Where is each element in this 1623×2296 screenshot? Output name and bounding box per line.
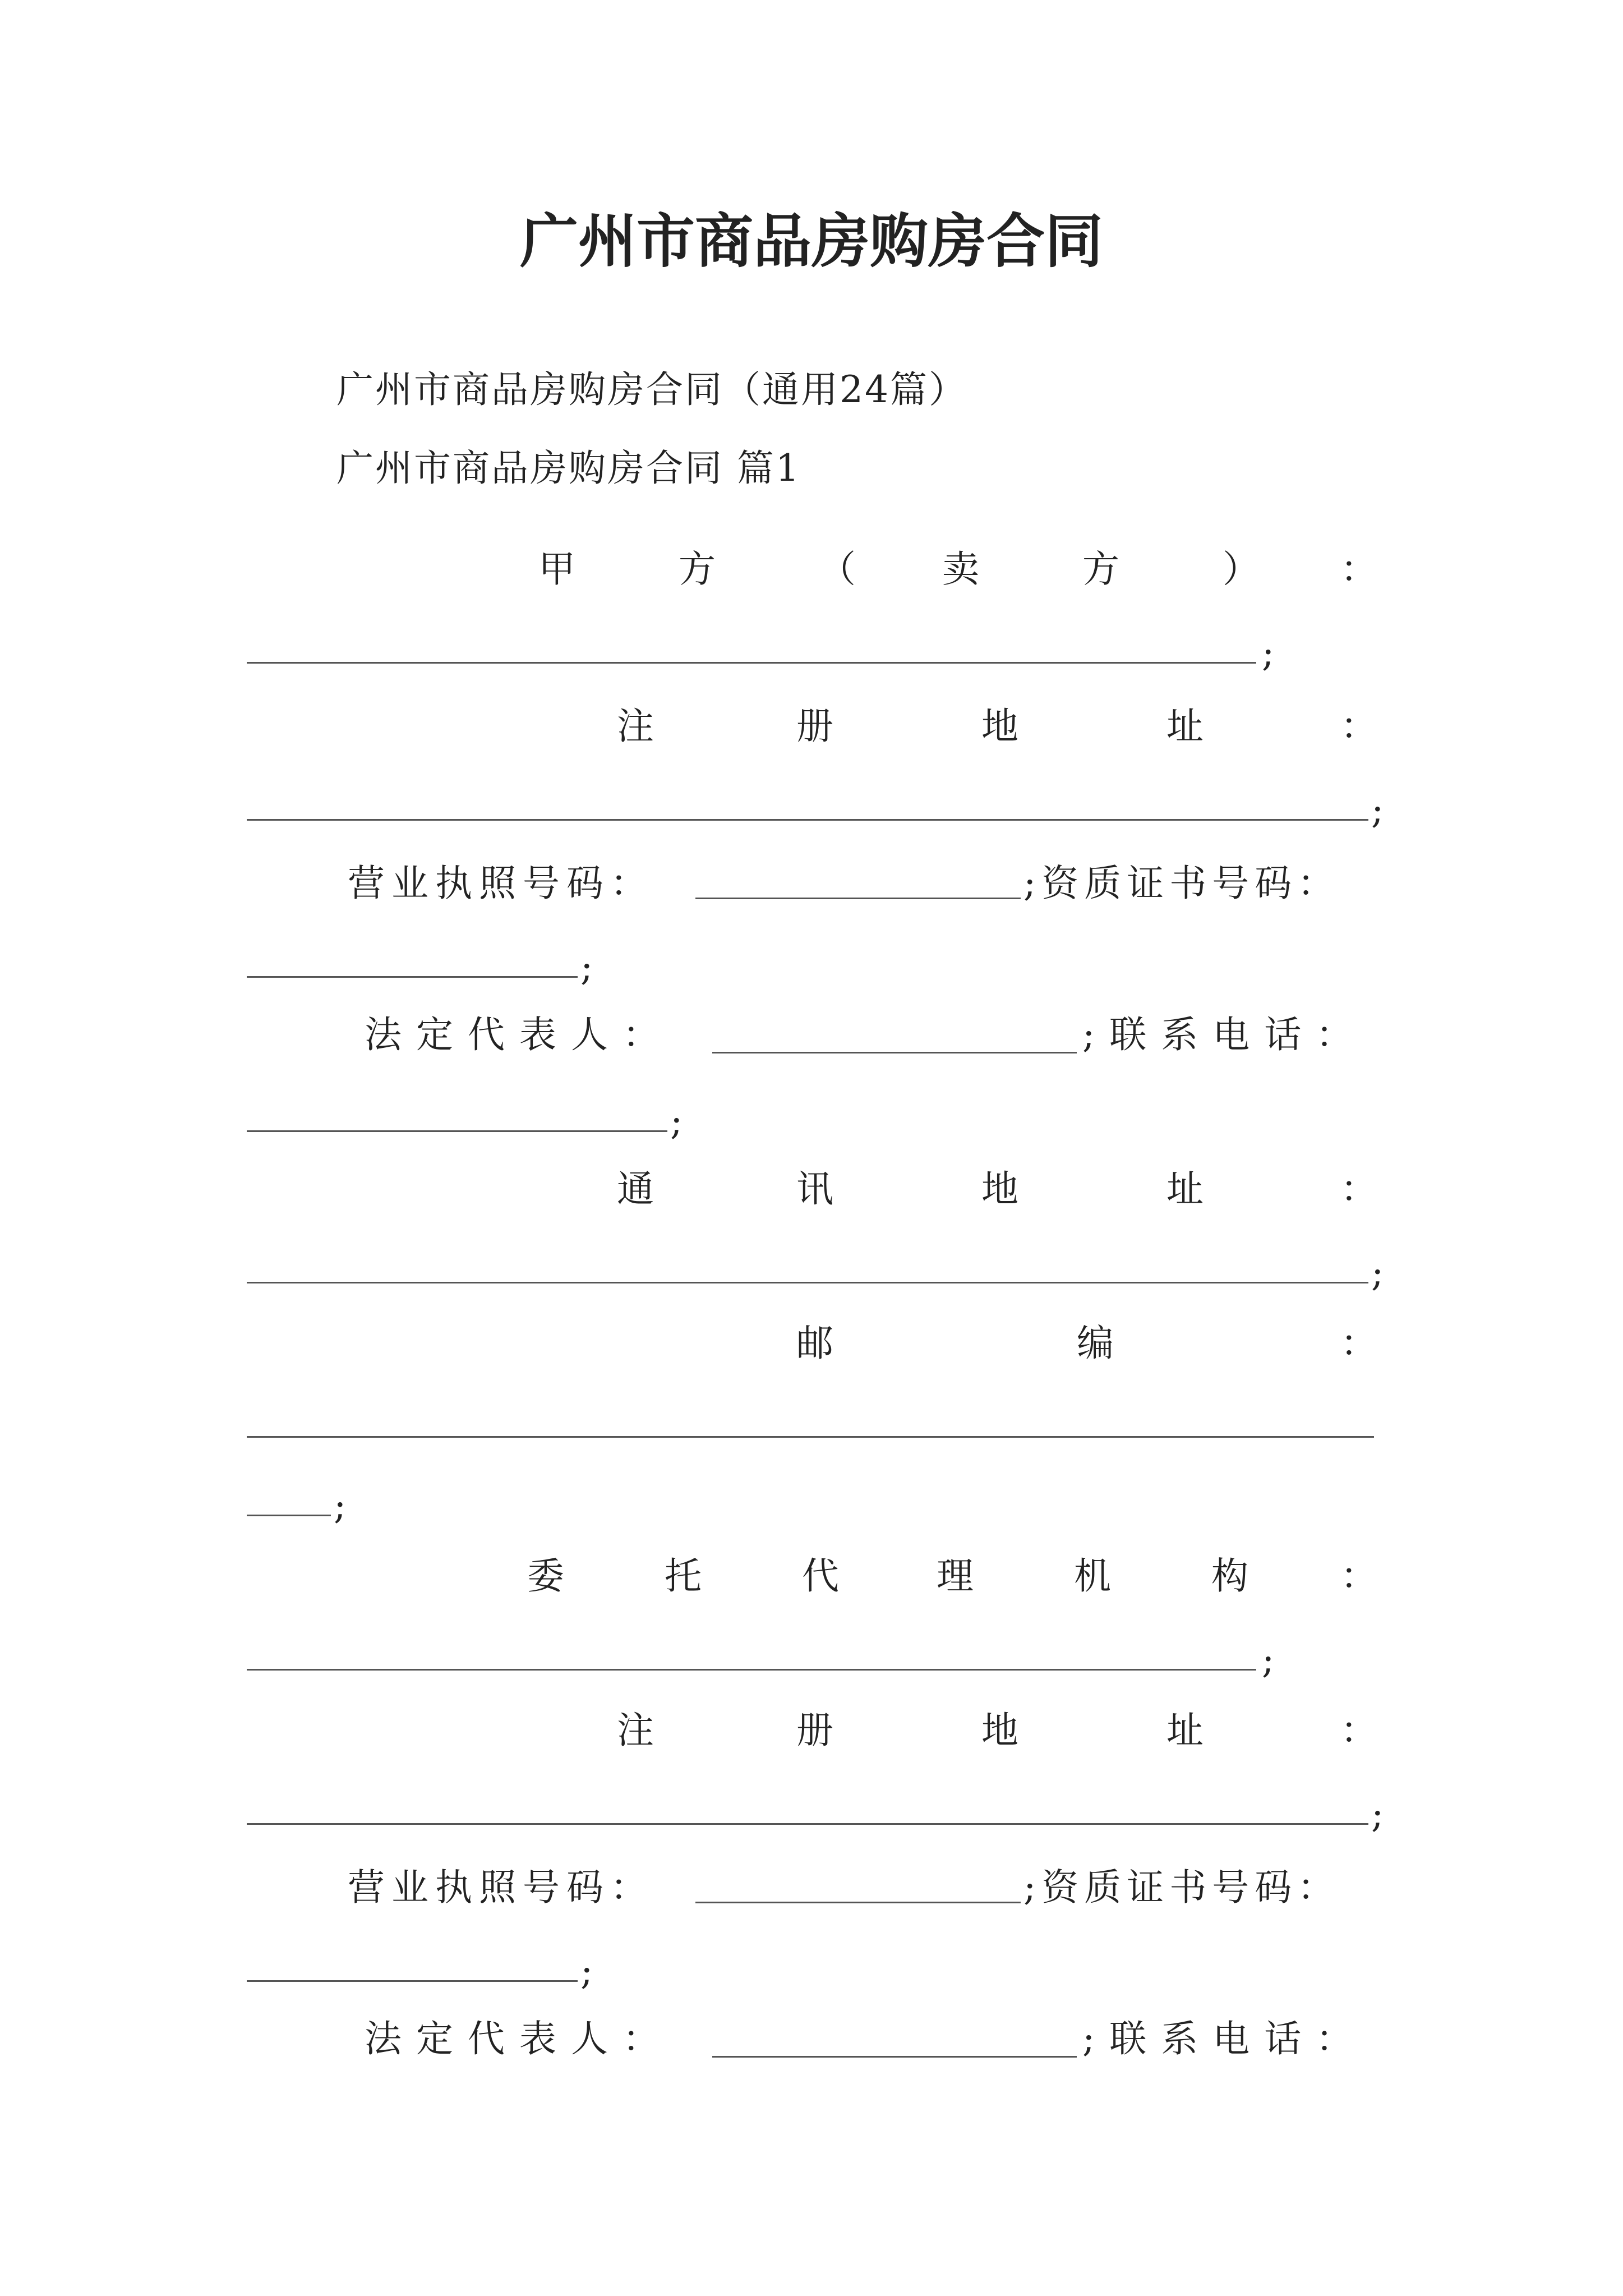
blank-line[interactable] xyxy=(247,662,1256,664)
char: 注 xyxy=(617,1709,654,1752)
char: ： xyxy=(1340,1554,1377,1598)
subtitle: 广州市商品房购房合同（通用24篇） xyxy=(336,368,967,411)
semicolon: ; xyxy=(1371,1793,1384,1836)
cert-label: ;资质证书号码： xyxy=(1023,862,1340,905)
char: 机 xyxy=(1074,1554,1111,1598)
semicolon: ; xyxy=(670,1100,683,1143)
char: 方 xyxy=(1082,547,1119,591)
agent-legal-rep-label: 法定代表人： xyxy=(365,2017,674,2060)
char: ） xyxy=(1223,547,1260,591)
semicolon: ; xyxy=(580,946,593,989)
agent-label xyxy=(247,1545,1377,1607)
party-a-label xyxy=(247,539,1377,600)
char: 邮 xyxy=(796,1322,833,1365)
char: 册 xyxy=(796,1709,833,1752)
char: 代 xyxy=(802,1554,839,1598)
char: 地 xyxy=(981,1709,1018,1752)
blank-line[interactable] xyxy=(247,1282,1368,1283)
agent-license-label: 营业执照号码： xyxy=(348,1866,654,1909)
cert-field[interactable] xyxy=(247,976,578,978)
char: ： xyxy=(1340,547,1377,591)
char: 卖 xyxy=(942,547,979,591)
reg-address-label xyxy=(247,696,1377,757)
char: 注 xyxy=(617,705,654,748)
document-title: 广州市商品房购房合同 xyxy=(519,206,1103,275)
agent-reg-address-label xyxy=(247,1700,1377,1761)
agent-legal-rep-field[interactable] xyxy=(712,2056,1077,2058)
legal-rep-field[interactable] xyxy=(712,1052,1077,1053)
agent-license-field[interactable] xyxy=(695,1902,1021,1903)
semicolon: ; xyxy=(1371,1251,1384,1295)
phone-label: ;联系电话： xyxy=(1082,1013,1368,1056)
phone-field[interactable] xyxy=(247,1130,667,1132)
blank-line[interactable] xyxy=(247,1823,1368,1825)
char: 方 xyxy=(679,547,716,591)
agent-cert-field[interactable] xyxy=(247,1980,578,1982)
char: 委 xyxy=(527,1554,564,1598)
postcode-label xyxy=(247,1313,1377,1374)
char: 构 xyxy=(1211,1554,1248,1598)
blank-line[interactable] xyxy=(247,1515,331,1516)
legal-rep-label: 法定代表人： xyxy=(365,1013,674,1056)
semicolon: ; xyxy=(580,1950,593,1993)
agent-phone-label: ;联系电话： xyxy=(1082,2017,1368,2060)
char: ： xyxy=(1340,1709,1377,1752)
semicolon: ; xyxy=(1262,1639,1275,1682)
char: 地 xyxy=(981,1167,1018,1211)
semicolon: ; xyxy=(334,1484,347,1527)
char: ： xyxy=(1340,1167,1377,1211)
semicolon: ; xyxy=(1262,632,1275,675)
char: 讯 xyxy=(796,1167,833,1211)
chapter-heading: 广州市商品房购房合同 篇1 xyxy=(336,447,801,490)
blank-line[interactable] xyxy=(247,1436,1374,1438)
char: 地 xyxy=(981,705,1018,748)
char: 册 xyxy=(796,705,833,748)
char: ： xyxy=(1340,705,1377,748)
agent-cert-label: ;资质证书号码： xyxy=(1023,1866,1340,1909)
mail-address-label xyxy=(247,1158,1377,1220)
blank-line[interactable] xyxy=(247,1669,1256,1671)
license-label: 营业执照号码： xyxy=(348,862,654,905)
blank-line[interactable] xyxy=(247,819,1368,821)
char: 编 xyxy=(1077,1322,1114,1365)
char: （ xyxy=(819,547,856,591)
license-field[interactable] xyxy=(695,898,1021,899)
char: ： xyxy=(1340,1322,1377,1365)
char: 托 xyxy=(665,1554,702,1598)
char: 甲 xyxy=(538,547,575,591)
char: 址 xyxy=(1166,1709,1204,1752)
char: 理 xyxy=(937,1554,974,1598)
char: 址 xyxy=(1166,1167,1204,1211)
char: 通 xyxy=(617,1167,654,1211)
char: 址 xyxy=(1166,705,1204,748)
semicolon: ; xyxy=(1371,789,1384,832)
